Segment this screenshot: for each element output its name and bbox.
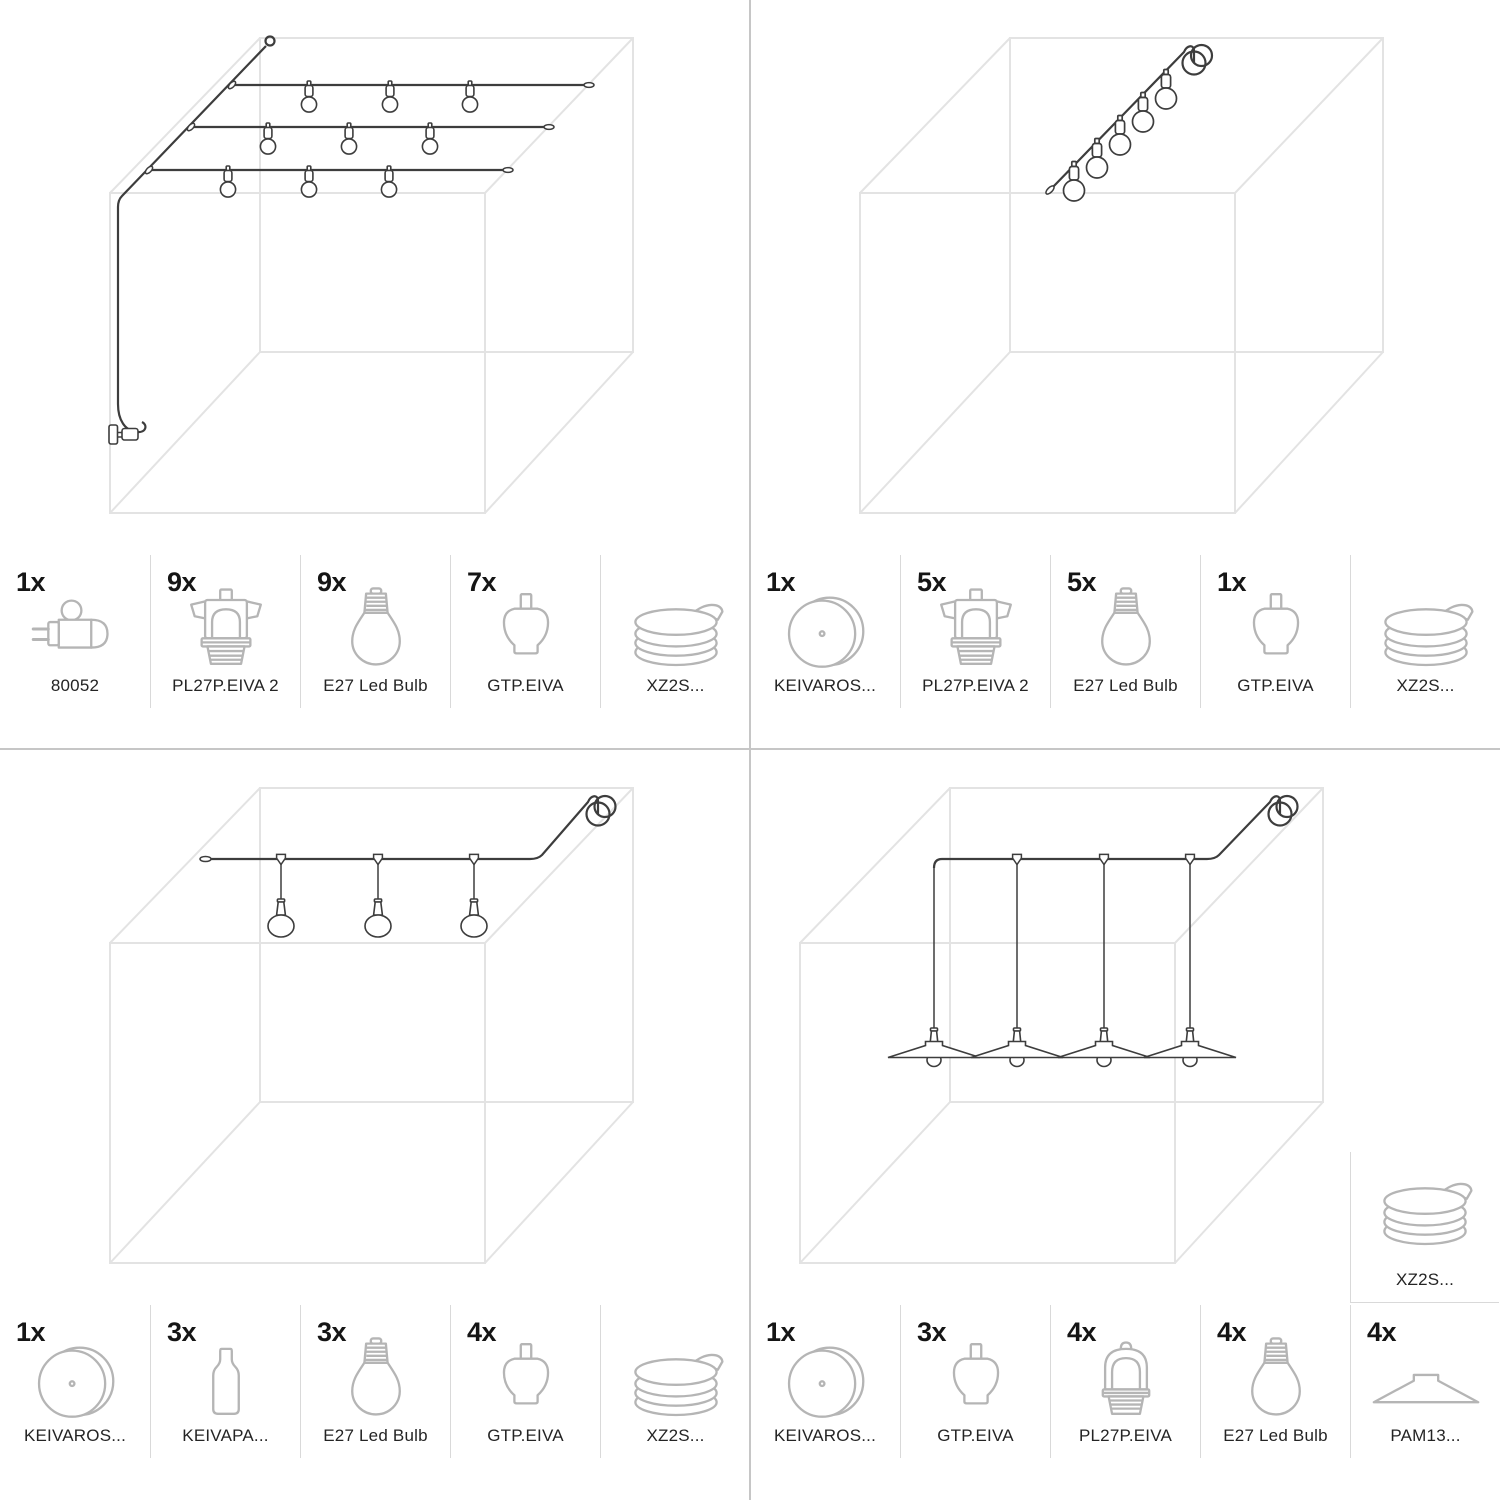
cable-coil-icon [1368, 586, 1484, 679]
led-bulb-icon [318, 1336, 434, 1429]
part-icon-slot [901, 1333, 1050, 1431]
part-item [900, 555, 1050, 708]
hanging-bulbs [220, 81, 477, 197]
part-code: GTP.EIVA [487, 676, 564, 695]
part-icon-slot [1201, 583, 1350, 681]
part-code: PL27P.EIVA 2 [172, 676, 279, 695]
part-icon-slot [601, 583, 750, 681]
part-code: KEIVAROS... [23, 1426, 127, 1445]
part-quantity: 4x [1217, 1317, 1247, 1347]
lamp-holder-winged-icon [168, 586, 284, 679]
quadrant-top-right [750, 0, 1500, 750]
led-bulb-icon [1218, 1336, 1334, 1429]
lamp-holder-icon [1068, 1336, 1184, 1429]
part-icon-slot [750, 1333, 900, 1431]
part-item [750, 555, 900, 708]
part-code: PL27P.EIVA [1078, 1426, 1173, 1445]
lamp-holder-winged-icon [918, 586, 1034, 679]
part-quantity: 9x [317, 567, 347, 597]
part-icon-slot [1351, 1162, 1499, 1260]
part-item [750, 1305, 900, 1458]
ceiling-rose-icon [767, 1336, 883, 1429]
part-item [450, 555, 600, 708]
part-item [1200, 555, 1350, 708]
string-lights-drawing [118, 37, 586, 433]
part-icon-slot [750, 583, 900, 681]
part-icon-slot [1201, 1333, 1350, 1431]
part-code: E27 Led Bulb [1223, 1426, 1328, 1445]
quadrant-top-left [0, 0, 750, 750]
horizontal-divider [0, 748, 1500, 750]
ceiling-cable [210, 796, 598, 859]
part-item [900, 1305, 1050, 1458]
room-cube-outline [860, 38, 1383, 513]
part-quantity: 4x [467, 1317, 497, 1347]
part-item [600, 1305, 750, 1458]
pendant-cords [934, 865, 1190, 1030]
parts-list [0, 1305, 750, 1458]
part-icon-slot [151, 1333, 300, 1431]
string-lights-drawing [210, 796, 616, 859]
part-code: E27 Led Bulb [323, 676, 428, 695]
bottle-icon [168, 1336, 284, 1429]
part-icon-slot [0, 1333, 150, 1431]
part-item [150, 1305, 300, 1458]
part-item [1350, 1152, 1499, 1303]
part-icon-slot [1351, 1333, 1500, 1431]
vertical-divider [749, 0, 751, 1500]
part-code: E27 Led Bulb [323, 1426, 428, 1445]
part-item [1050, 1305, 1200, 1458]
part-quantity: 5x [917, 567, 947, 597]
part-item [0, 1305, 150, 1458]
part-code: GTP.EIVA [487, 1426, 564, 1445]
part-item [300, 555, 450, 708]
part-quantity: 7x [467, 567, 497, 597]
part-item [450, 1305, 600, 1458]
part-item [1050, 555, 1200, 708]
part-code: XZ2S... [1396, 676, 1455, 695]
cable-grip-icon [468, 586, 584, 679]
part-icon-slot [1051, 583, 1200, 681]
part-code: GTP.EIVA [1237, 676, 1314, 695]
part-code: 80052 [50, 676, 100, 695]
part-item [150, 555, 300, 708]
part-code: XZ2S... [646, 1426, 705, 1445]
cable-grip-icon [918, 1336, 1034, 1429]
part-code: E27 Led Bulb [1073, 676, 1178, 695]
cable-grip-icon [468, 1336, 584, 1429]
room-cube-outline [110, 38, 633, 513]
plug-icon [17, 586, 133, 679]
part-icon-slot [1051, 1333, 1200, 1431]
parts-list [750, 1305, 1500, 1458]
part-item [600, 555, 750, 708]
cable-connectors [200, 857, 211, 862]
part-code: PAM13... [1390, 1426, 1461, 1445]
part-icon-slot [151, 583, 300, 681]
part-quantity: 9x [167, 567, 197, 597]
part-code: KEIVAPA... [182, 1426, 269, 1445]
cable-grip-icon [1218, 586, 1334, 679]
pendant-cords [281, 865, 474, 901]
power-cable [118, 46, 266, 432]
part-icon-slot [901, 583, 1050, 681]
part-item [1200, 1305, 1350, 1458]
part-icon-slot [301, 583, 450, 681]
part-quantity: 4x [1367, 1317, 1397, 1347]
part-quantity: 3x [317, 1317, 347, 1347]
led-bulb-icon [1068, 586, 1184, 679]
part-icon-slot [451, 583, 600, 681]
part-quantity: 4x [1067, 1317, 1097, 1347]
cable-coil-icon [618, 586, 734, 679]
part-code: XZ2S... [1395, 1270, 1455, 1289]
part-quantity: 3x [917, 1317, 947, 1347]
wall-plug [109, 425, 138, 444]
part-code: XZ2S... [646, 676, 705, 695]
part-item [1350, 555, 1500, 708]
part-quantity: 1x [16, 1317, 46, 1347]
part-icon-slot [301, 1333, 450, 1431]
hanging-bulbs [1064, 70, 1177, 202]
part-item [300, 1305, 450, 1458]
parts-list [750, 555, 1500, 708]
quadrant-bottom-right [750, 750, 1500, 1500]
part-icon-slot [0, 583, 150, 681]
part-quantity: 1x [766, 1317, 796, 1347]
part-code: GTP.EIVA [937, 1426, 1014, 1445]
quadrant-bottom-left [0, 750, 750, 1500]
ceiling-rose-icon [17, 1336, 133, 1429]
flat-shade-icon [1368, 1336, 1484, 1429]
cable-coil-icon [618, 1336, 734, 1429]
part-quantity: 3x [167, 1317, 197, 1347]
part-item [0, 555, 150, 708]
part-quantity: 5x [1067, 567, 1097, 597]
part-quantity: 1x [16, 567, 46, 597]
part-code: PL27P.EIVA 2 [922, 676, 1029, 695]
part-code: KEIVAROS... [773, 1426, 877, 1445]
part-icon-slot [1351, 583, 1500, 681]
pendant-lamps [888, 854, 1236, 1066]
cable-coil-icon [1367, 1165, 1483, 1258]
parts-list [0, 555, 750, 708]
string-lights-drawing [934, 796, 1298, 868]
part-code: KEIVAROS... [773, 676, 877, 695]
part-icon-slot [451, 1333, 600, 1431]
part-icon-slot [601, 1333, 750, 1431]
led-bulb-icon [318, 586, 434, 679]
part-item [1350, 1305, 1500, 1458]
part-quantity: 1x [1217, 567, 1247, 597]
ceiling-rose-icon [767, 586, 883, 679]
part-quantity: 1x [766, 567, 796, 597]
